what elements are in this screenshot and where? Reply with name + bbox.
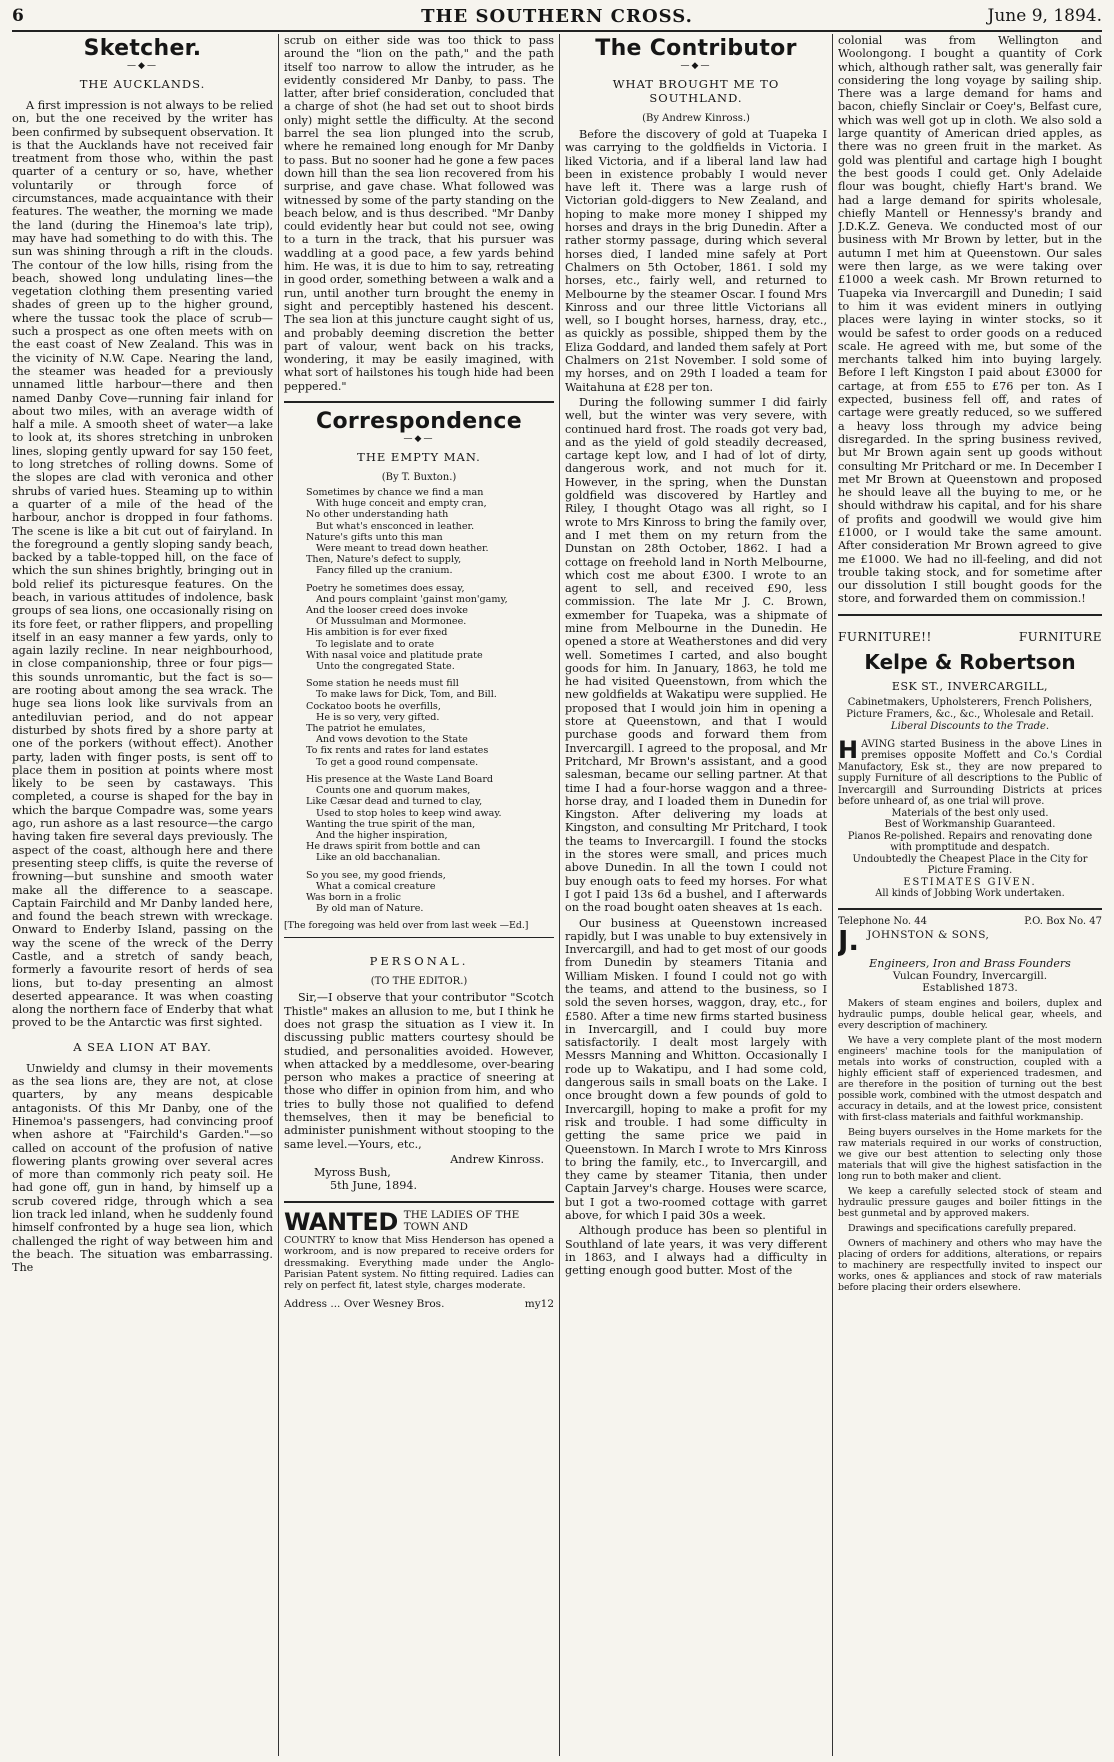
section-title-sketcher: Sketcher. [83, 36, 202, 61]
issue-date: June 9, 1894. [987, 6, 1102, 26]
poem-line: With nasal voice and platitude prate [306, 649, 483, 661]
poem-line: Some station he needs must fill [306, 678, 459, 690]
poem-line: Counts one and quorum makes, [316, 785, 471, 797]
poem-line: Unto the congregated State. [316, 661, 455, 673]
column-rule [832, 34, 833, 1756]
personal-subtitle: (TO THE EDITOR.) [370, 976, 468, 988]
poem-line: Fancy filled up the cranium. [316, 565, 453, 577]
telephone: Telephone No. 44 [838, 915, 928, 927]
ad-body [838, 735, 1102, 808]
column-3 [565, 34, 827, 1756]
poem-line: Wanting the true spirit of the man, [306, 818, 476, 830]
article-byline: (By Andrew Kinross.) [642, 113, 750, 124]
wanted-ad-header [284, 1209, 554, 1235]
poem-line: So you see, my good friends, [306, 869, 446, 881]
poem-line: He draws spirit from bottle and can [306, 841, 481, 853]
ad-body-text: AVING started Business in the above Lines in premises opposite Moffett and Co.'s Cordial Manufactory, Esk st., they are now prepared to supply Furniture of all descriptions to the Public of Invercargill and Surrounding Districts at prices before unheard of, as one trial will prove. [838, 738, 1102, 808]
poem-line: What a comical creature [316, 880, 436, 892]
section-title-contributor: The Contributor [595, 36, 797, 61]
poem-line: With huge conceit and empty cran, [316, 498, 487, 510]
poem-line: He is so very, very gifted. [316, 711, 440, 723]
poem-line: But what's ensconced in leather. [316, 520, 475, 532]
firm-initial: J. [838, 923, 860, 957]
poem-line: Poetry he sometimes does essay, [306, 582, 465, 594]
poem [306, 487, 554, 914]
poem-line: His presence at the Waste Land Board [306, 773, 494, 785]
column-rule [559, 34, 560, 1756]
poem-line: Nature's gifts unto this man [306, 531, 443, 543]
ornament: —◆— [680, 61, 712, 71]
wanted-word: WANTED [284, 1207, 398, 1236]
wanted-code: my12 [524, 1297, 554, 1310]
poem-stanza [306, 678, 554, 768]
article-paragraph: During the following summer I did fairly well, but the winter was very severe, with continued hard frost. The roads got very bad, and as the yield of gold steadily decreased, cartage kept low, and I had of lot of dirty, dangerous work, and not much for it. However, in the spring, when the Dunstan goldfield was discovered by Hartley and Riley, I thought Otago was all right, so I wrote to Mrs Kinross to bring the family over, and I met them on my return from the Dunstan on 28th October, 1862. I had a cottage on freehold land in North Melbourne, which cost me about £300. I wrote to an agent to sell, and received £90, less commission. The late Mr J. C. Brown, exmember for Tuapeka, was a shipmate of mine from Melbourne in the Dunedin. He opened a store at Weatherstones and did very well. Sometimes I carted, and also bought goods for him. In January, 1863, he told me he had visited Queenstown, from which the new goldfields at Wakatipu were supplied. He proposed that I would join him in opening a store at Queenstown, and that I would purchase goods and forward them from Invercargill. I agreed to the proposal, and Mr Pritchard, Mr Brown's assistant, and a good salesman, became our selling partner. At that time I had a four-horse waggon and a three-horse dray, and I loaded them in Dunedin for Kingston. After delivering my loads at Kingston, and consulting Mr Pritchard, I took the teams to Invercargill. I found the stocks in the stores were small, and prices much above Dunedin. In all the town I could not buy enough oats to feed my horses. For what I got I paid 13s 6d a bushel, and I afterwards on the road bought oaten sheaves at 1s each. [565, 395, 827, 915]
furniture-banner [838, 630, 1102, 644]
poem-stanza [306, 583, 554, 673]
poem-line: His ambition is for ever fixed [306, 627, 448, 639]
ad-paragraph: Being buyers ourselves in the Home markets for the raw materials required in our works of construction, we give our best attention to selecting only those materials that will give the highest satisfaction in the long run to both maker and client. [838, 1126, 1102, 1182]
poem-line: Like an old bacchanalian. [316, 852, 441, 864]
contact-row [838, 916, 1102, 927]
letter-place: Myross Bush, [314, 1166, 391, 1180]
column-4 [838, 34, 1102, 1756]
article-paragraph: Unwieldy and clumsy in their movements as the sea lions are, they are not, at close quarters, by any means despicable antagonists. Of this Mr Danby, one of the Hinemoa's passengers, had convincing proof when ashore at "Fairchild's Garden."—so called on account of the profusion of native flowering plants growing over several acres of more than commonly rich peaty soil. He had gone off, gun in hand, by himself up a scrub covered ridge, through which a sea lion track led inland, when he suddenly found himself confronted by a huge sea lion, which challenged the right of way between him and the beach. The situation was embarrassing. The [12, 1061, 273, 1275]
furniture-left: FURNITURE!! [838, 629, 932, 644]
column-2 [284, 34, 554, 1756]
article-paragraph: scrub on either side was too thick to pass around the "lion on the path," and the path itself too narrow to allow the intruder, as he evidently considered Mr Danby, to pass. The latter, after brief consideration, concluded that a charge of shot (he had set out to shoot birds only) might settle the difficulty. At the second barrel the sea lion plunged into the scrub, where he remained long enough for Mr Danby to pass. But no sooner had he gone a few paces down hill than the sea lion recovered from his surprise, and gave chase. What followed was witnessed by some of the party standing on the beach below, and is thus described. "Mr Danby could evidently hear but could not see, owing to a turn in the track, that his pursuer was waddling at a good pace, a few yards behind him. He was, it is due to him to say, retreating in good order, something between a walk and a run, until another turn brought the enemy in sight and perceptibly hastened his descent. The sea lion at this juncture caught sight of us, and probably deeming discretion the better part of valour, went back on his tracks, wondering, it may be easily imagined, with what sort of hailstones his tough hide had been peppered." [284, 34, 554, 393]
poem-title: THE EMPTY MAN. [357, 450, 481, 465]
ad-jobbing: All kinds of Jobbing Work undertaken. [875, 888, 1065, 900]
poem-line: Was born in a frolic [306, 891, 401, 903]
divider [284, 937, 554, 938]
column-1 [12, 34, 273, 1756]
article-paragraph: Although produce has been so plentiful in Southland of late years, it was very different in 1863, and I always had a difficulty in getting enough good butter. Most of the [565, 1224, 827, 1278]
furniture-right: FURNITURE [1018, 629, 1102, 644]
ad-paragraph: We keep a carefully selected stock of steam and hydraulic pressure gauges and boiler fittings in the best gunmetal and by approved makers. [838, 1185, 1102, 1219]
article-title-aucklands: THE AUCKLANDS. [79, 77, 206, 91]
poem-line: And the higher inspiration, [316, 829, 448, 841]
section-title-correspondence: Correspondence [316, 409, 522, 435]
advertiser-name: Kelpe & Robertson [864, 649, 1076, 674]
letter-signature: Andrew Kinross. [450, 1152, 544, 1166]
poem-line: And the looser creed does invoke [306, 605, 468, 617]
ad-paragraph: Owners of machinery and others who may have the placing of orders for additions, alterations, or repairs to machinery are respectfully invited to inspect our works, ones & appliances and stock of raw materials before placing their orders elsewhere. [838, 1237, 1102, 1293]
poem-line: Of Mussulman and Mormonee. [316, 616, 467, 628]
poem-line: To make laws for Dick, Tom, and Bill. [316, 689, 497, 701]
poem-line: And pours complaint 'gainst mon'gamy, [316, 593, 508, 605]
poem-line: Used to stop holes to keep wind away. [316, 807, 502, 819]
firm-header [838, 923, 1102, 957]
wanted-address: Address ... Over Wesney Bros. [284, 1297, 445, 1310]
firm-trade: Engineers, Iron and Brass Founders [869, 956, 1071, 970]
wanted-address-row [284, 1298, 554, 1310]
po-box: P.O. Box No. 47 [1024, 915, 1102, 927]
advertiser-address: ESK ST., INVERCARGILL, [891, 679, 1049, 693]
personal-title: PERSONAL. [369, 954, 469, 969]
poem-line: No other understanding hath [306, 509, 449, 521]
ad-line: Materials of the best only used. [891, 807, 1049, 819]
ad-line: Best of Workmanship Guaranteed. [884, 819, 1056, 831]
article-title: WHAT BROUGHT ME TO SOUTHLAND. [612, 77, 780, 105]
page-number: 6 [12, 6, 24, 26]
article-paragraph: A first impression is not always to be relied on, but the one received by the writer has been confirmed by subsequent observation. It is that the Aucklands have not received fair treatment from those who, within the past quarter of a century or so, have, whether voluntarily or through force of circumstances, made acquaintance with their features. The weather, the morning we made the land (during the Hinemoa's late trip), may have had something to do with this. The sun was shining through a rift in the clouds. The contour of the low hills, rising from the beach, showed long undulating lines—the vegetation clothing them presenting varied shades of green up to the higher ground, where the tussac took the place of scrub—such a prospect as one often meets with on the east coast of New Zealand. This was in the vicinity of N.W. Cape. Nearing the land, the steamer was headed for a previously unnamed little harbour—there and then named Danby Cove—running fair inland for about two miles, with an average width of half a mile. A smooth sheet of water—a lake to look at, its shores stretching in unbroken lines, sloping gently upward for say 150 feet, to long stretches of rolling downs. Some of the slopes are clad with veronica and other shrubs of varied hues. Steaming up to within a quarter of a mile of the head of the harbour, anchor is dropped in four fathoms. The scene is like a bit cut out of fairyland. In the foreground a gently sloping sandy beach, backed by a table-topped hill, on the face of which the sun shines brightly, bringing out in bold relief its picturesque features. On the beach, in various attitudes of indolence, bask groups of sea lions, one occasionally rising on its fore feet, or rather flippers, and propelling itself in an easy manner a few yards, only to again lazily recline. In near neighbourhood, in close companionship, three or four pigs—this sounds unromantic, but the fact is so—are rooting about among the sea wrack. The huge sea lions look like survivals from an antediluvian period, and do not appear disturbed by shots fired by a shore party at one of the porkers (without effect). Another party, laden with finger posts, is sent off to place them in position at points where most likely to be seen by castaways. This completed, a course is shaped for the bay in which the barque Compadre was, some years ago, run ashore as a last resource—the cargo having taken fire several days previously. The aspect of the coast, although here and there presenting steep cliffs, is quite the reverse of frowning—but sunshine and smooth water make all the difference to a seascape. Captain Fairchild and Mr Danby landed here, and found the beach strewn with wreckage. Onward to Enderby Island, passing on the way the scene of the wreck of the Derry Castle, and a stretch of sandy beach, formerly a favourite resort of herds of sea lions, but to-day presenting an almost deserted appearance. It was when coasting along the northern face of Enderby that what proved to be the Antarctic was first sighted. [12, 99, 273, 1030]
firm-foundry: Vulcan Foundry, Invercargill. [892, 969, 1048, 982]
wanted-body: COUNTRY to know that Miss Henderson has opened a workroom, and is now prepared to receive orders for dressmaking. Everything made under the Anglo-Parisian Patent system. No fitting required. Ladies can rely on perfect fit, latest style, charges moderate. [284, 1234, 554, 1292]
advertiser-trades: Cabinetmakers, Upholsterers, French Polishers, Picture Framers, &c., &c., Wholesale and Retail. [846, 696, 1094, 720]
poem-line: The patriot he emulates, [306, 723, 426, 735]
ad-paragraph: We have a very complete plant of the most modern engineers' machine tools for the manipulation of metals into works of construction, coupled with a highly efficient staff of experienced tradesmen, and are therefore in the position of turning out the best possible work, combined with the utmost despatch and accuracy in details, and at the lowest price, consistent with first-class materials and faithful workmanship. [838, 1034, 1102, 1123]
ad-line: Undoubtedly the Cheapest Place in the City for Picture Framing. [852, 853, 1088, 877]
divider [838, 614, 1102, 616]
divider [838, 908, 1102, 910]
poem-stanza [306, 870, 554, 915]
ad-estimates: ESTIMATES GIVEN. [903, 876, 1037, 888]
poem-line: And vows devotion to the State [316, 734, 468, 746]
article-paragraph: colonial was from Wellington and Woolongong. I bought a quantity of Cork which, although rather salt, was generally fair considering the long voyage by sailing ship. There was a large demand for hams and bacon, chiefly Sinclair or Coey's, Belfast cure, which was well got up in cloth. We also sold a large quantity of American dried apples, as there was no green fruit in the market. As gold was plentiful and cartage high I bought the best goods I could get. Only Adelaide flour was bought, chiefly Hart's brand. We had a large demand for spirits wholesale, chiefly Mantell or Hennessy's brandy and J.D.K.Z. Geneva. We conducted most of our business with Mr Brown by letter, but in the autumn I met him at Queenstown. Our sales were then large, as we were taking over £1000 a week cash. Mr Brown returned to Tuapeka via Invercargill and Dunedin; I said to him it was evident miners in outlying places were laying in winter stocks, so it would be safest to order goods on a reduced scale. He agreed with me, but some of the merchants talked him into buying largely. Before I left Kingston I paid about £3000 for cartage, at from £55 to £76 per ton. As I expected, business fell off, and rates of cartage were greatly reduced, so we suffered a heavy loss through my advice being disregarded. In the spring business revived, but Mr Brown again sent up goods without consulting Mr Pritchard or me. In December I met Mr Brown at Queenstown and proposed he should leave all the buying to me, or he should withdraw his capital, and for his share of profits and goodwill we would give him £1000, or I would take the same amount. After consideration Mr Brown agreed to give me £1000. We had no ill-feeling, and did not trouble taking stock, and for sometime after our dissolution I still bought goods for the store, and forwarded them on commission.! [838, 34, 1102, 606]
poem-line: Sometimes by chance we find a man [306, 487, 484, 499]
firm-name: JOHNSTON & SONS, [867, 928, 990, 941]
poem-line: To get a good round compensate. [316, 756, 479, 768]
poem-stanza [306, 487, 554, 577]
article-title-sea-lion: A SEA LION AT BAY. [73, 1039, 212, 1054]
divider [284, 1201, 554, 1203]
drop-cap: H [838, 735, 859, 764]
masthead [12, 4, 1102, 32]
poem-stanza [306, 774, 554, 864]
article-paragraph: Before the discovery of gold at Tuapeka I was carrying to the goldfields in Victoria. I liked Victoria, and if a liberal land law had been in existence probably I would never have left it. There was a large rush of Victorian gold-diggers to New Zealand, and hoping to make more money I shipped my horses and drays in the brig Dunedin. After a rather stormy passage, during which several horses died, I landed mine safely at Port Chalmers on 5th October, 1861. I sold my horses, etc., fairly well, and returned to Melbourne by the steamer Oscar. I found Mrs Kinross and our three little Victorians all well, so I bought horses, harness, dray, etc., as quickly as possible, shipped them by the Eliza Goddard, and landed them safely at Port Chalmers on 21st November. I sold some of my horses, and on 29th I loaded a team for Waitahuna at £28 per ton. [565, 128, 827, 394]
divider [284, 401, 554, 403]
advertiser-discounts: Liberal Discounts to the Trade. [890, 720, 1050, 732]
article-paragraph: Our business at Queenstown increased rapidly, but I was unable to buy extensively in Invercargill, and had to get most of our goods from Dunedin by steamers Titania and William Misken. I found I could not go with the teams, and attend to the business, so I sold the seven horses, waggon, dray, etc., for £580. After a time new firms started business in Invercargill, and I could buy more satisfactorily. I dealt most largely with Messrs Manning and Whitton. Occasionally I rode up to Wakatipu, and I had some cold, dangerous sails in small boats on the Lake. I once brought down a few pounds of gold to Invercargill, hoping to make a profit for my risk and trouble. I had some difficulty in getting the same price we paid in Queenstown. In March I wrote to Mrs Kinross to bring the family, etc., to Invercargill, and they came by steamer Titania, then under Captain Jarvey's charge. Houses were scarce, but I got a two-roomed cottage with garret above, for which I paid 30s a week. [565, 916, 827, 1223]
letter-date: 5th June, 1894. [330, 1179, 418, 1193]
ornament: —◆— [127, 61, 158, 71]
editor-note: [The foregoing was held over from last week —Ed.] [284, 920, 529, 932]
column-rule [278, 34, 279, 1756]
letter-paragraph: Sir,—I observe that your contributor "Scotch Thistle" makes an allusion to me, but I think he does not grasp the situation as I view it. In discussing public matters courtesy should be studied, and personalities avoided. However, when attacked by a meddlesome, over-bearing person who makes a practice of sneering at those who differ in opinion from him, and who tries to bully those not qualified to defend themselves, then it may be beneficial to administer punishment without stooping to the same level.—Yours, etc., [284, 991, 554, 1151]
poem-line: Were meant to tread down heather. [316, 543, 489, 555]
ad-line: Pianos Re-polished. Repairs and renovating done with promptitude and despatch. [847, 830, 1093, 854]
firm-established: Established 1873. [922, 981, 1018, 994]
poem-line: To legislate and to orate [316, 638, 435, 650]
poem-byline: (By T. Buxton.) [381, 472, 457, 484]
paper-title: THE SOUTHERN CROSS. [421, 6, 693, 27]
poem-line: Then, Nature's defect to supply, [306, 554, 462, 566]
poem-line: Cockatoo boots he overfills, [306, 700, 441, 712]
ornament: —◆— [403, 434, 435, 445]
poem-line: Like Cæsar dead and turned to clay, [306, 796, 483, 808]
poem-line: By old man of Nature. [316, 903, 424, 915]
wanted-heading: THE LADIES OF THE TOWN AND [403, 1208, 520, 1233]
ad-paragraph: Makers of steam engines and boilers, duplex and hydraulic pumps, double helical gear, wheels, and every description of machinery. [838, 997, 1102, 1031]
ad-paragraph: Drawings and specifications carefully prepared. [848, 1222, 1077, 1234]
poem-line: To fix rents and rates for land estates [306, 745, 489, 757]
